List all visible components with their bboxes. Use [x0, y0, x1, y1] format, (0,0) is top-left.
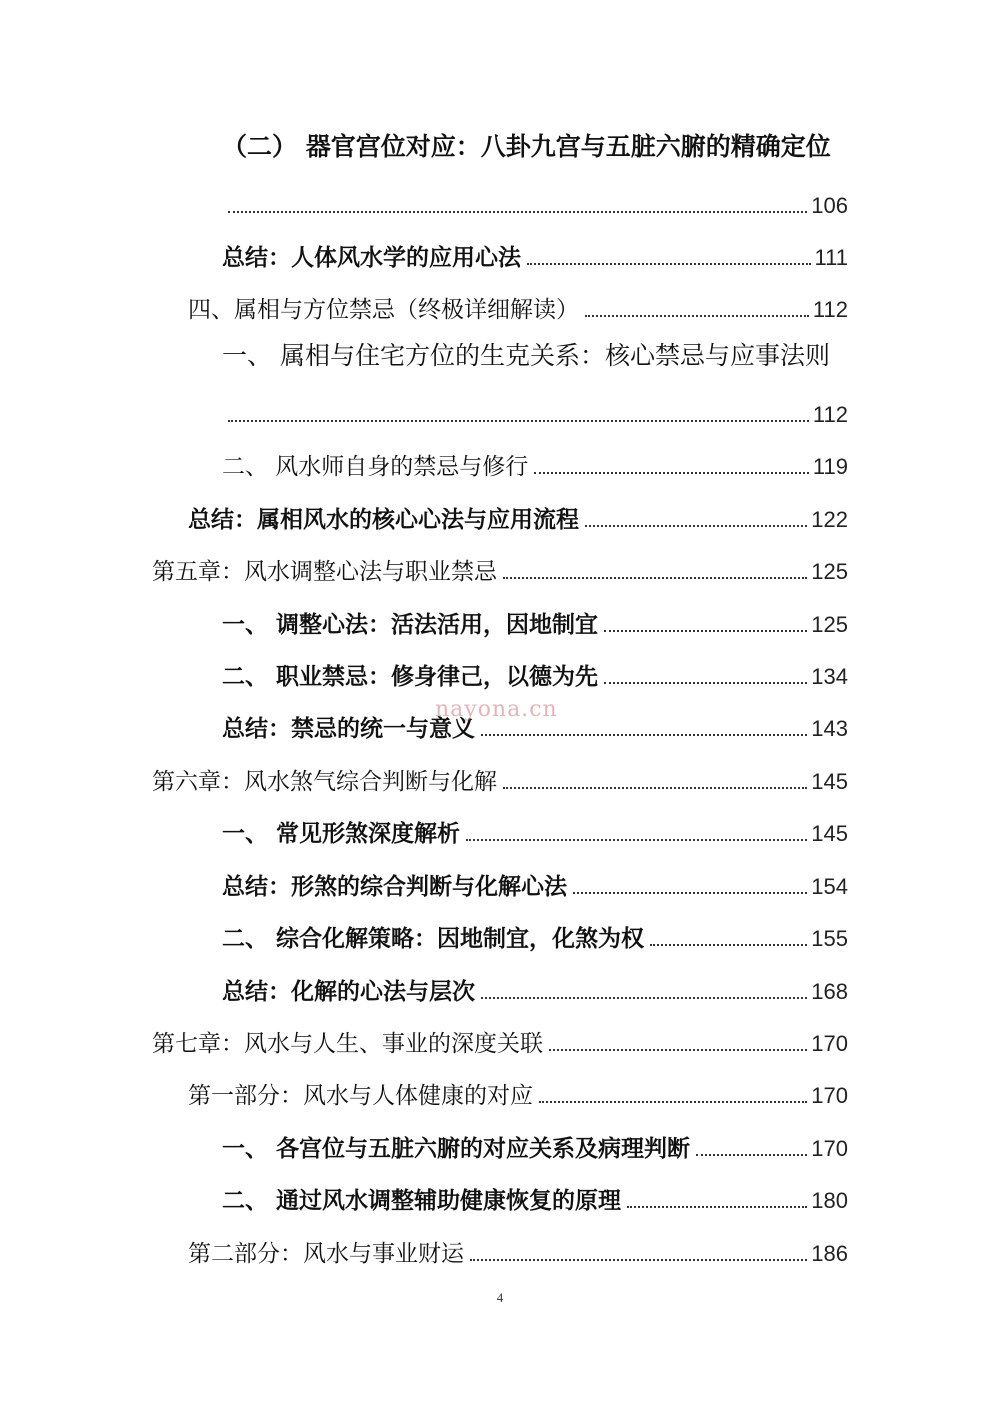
toc-page-number: 112 — [812, 402, 848, 427]
toc-entry[interactable] — [222, 1175, 848, 1215]
toc-entry[interactable] — [188, 284, 848, 324]
toc-page-number: 125 — [811, 559, 848, 584]
toc-page-number: 143 — [811, 716, 848, 741]
toc-entry[interactable] — [222, 232, 848, 272]
toc-entry-title: （二） 器官宫位对应：八卦九宫与五脏六腑的精确定位 — [222, 132, 831, 161]
toc-page-number: 111 — [814, 245, 848, 270]
toc-entry-title: 二、 风水师自身的禁忌与修行 — [222, 454, 529, 480]
watermark: nayona.cn — [435, 697, 558, 722]
toc-page-number: 180 — [811, 1188, 848, 1213]
toc-entry-title: 第七章：风水与人生、事业的深度关联 — [152, 1031, 543, 1057]
leader-dots — [604, 682, 807, 684]
toc-page-number: 119 — [812, 454, 848, 479]
toc-entry-title: 一、 常见形煞深度解析 — [222, 821, 461, 847]
toc-page-number: 155 — [811, 926, 848, 951]
toc-page-number: 145 — [811, 821, 848, 846]
toc-entry-title: 二、 职业禁忌：修身律己，以德为先 — [222, 664, 599, 690]
toc-page-number: 112 — [812, 297, 848, 322]
toc-page-number: 168 — [811, 979, 848, 1004]
leader-dots — [527, 263, 811, 265]
toc-page-number: 170 — [811, 1083, 848, 1108]
leader-dots — [228, 211, 807, 213]
toc-entry[interactable] — [152, 1018, 848, 1058]
leader-dots — [481, 734, 807, 736]
toc-entry-title: 总结：属相风水的核心心法与应用流程 — [188, 507, 579, 533]
leader-dots — [470, 1259, 807, 1261]
leader-dots — [573, 892, 807, 894]
toc-entry[interactable] — [222, 808, 848, 848]
toc-entry[interactable] — [152, 546, 848, 586]
toc-entry-title: 一、 各宫位与五脏六腑的对应关系及病理判断 — [222, 1136, 691, 1162]
toc-entry[interactable] — [222, 180, 848, 220]
toc-entry-title: 一、 调整心法：活法活用，因地制宜 — [222, 612, 599, 638]
toc-entry[interactable] — [188, 494, 848, 534]
toc-entry-title: 总结：形煞的综合判断与化解心法 — [222, 874, 567, 900]
toc-page-number: 134 — [811, 664, 848, 689]
toc-page-number: 125 — [811, 612, 848, 637]
leader-dots — [696, 1154, 807, 1156]
toc-entry-title: 总结：化解的心法与层次 — [222, 979, 475, 1005]
toc-entry[interactable] — [222, 441, 848, 481]
toc-entry-title: 二、 综合化解策略：因地制宜，化煞为权 — [222, 926, 645, 952]
toc-page-number: 170 — [811, 1031, 848, 1056]
toc-entry[interactable] — [222, 599, 848, 639]
toc-entry-title: 第六章：风水煞气综合判断与化解 — [152, 769, 497, 795]
toc-entry[interactable] — [152, 756, 848, 796]
leader-dots — [466, 839, 807, 841]
toc-entry-title: 第五章：风水调整心法与职业禁忌 — [152, 559, 497, 585]
leader-dots — [549, 1049, 807, 1051]
leader-dots — [650, 944, 807, 946]
toc-page-number: 154 — [811, 874, 848, 899]
leader-dots — [627, 1206, 807, 1208]
toc-page-number: 122 — [811, 507, 848, 532]
leader-dots — [534, 472, 809, 474]
toc-entry-title: 第二部分：风水与事业财运 — [188, 1241, 464, 1267]
toc-entry[interactable] — [222, 913, 848, 953]
toc-entry-title: 总结：人体风水学的应用心法 — [222, 245, 521, 271]
leader-dots — [585, 315, 809, 317]
toc-entry[interactable] — [222, 1123, 848, 1163]
toc-entry[interactable] — [188, 1070, 848, 1110]
toc-entry-title: 第一部分：风水与人体健康的对应 — [188, 1083, 533, 1109]
toc-entry[interactable] — [222, 651, 848, 691]
toc-entry[interactable] — [222, 861, 848, 901]
leader-dots — [539, 1101, 807, 1103]
leader-dots — [604, 630, 807, 632]
toc-entry-title: 总结：禁忌的统一与意义 — [222, 716, 475, 742]
toc-entry-title: 二、 通过风水调整辅助健康恢复的原理 — [222, 1188, 622, 1214]
toc-entry-title: 四、属相与方位禁忌（终极详细解读） — [188, 297, 579, 323]
toc-entry[interactable] — [222, 389, 848, 429]
leader-dots — [228, 420, 809, 422]
leader-dots — [481, 997, 807, 999]
toc-page-number: 186 — [811, 1241, 848, 1266]
toc-page-number: 170 — [811, 1136, 848, 1161]
toc-entry[interactable] — [188, 1228, 848, 1268]
leader-dots — [503, 787, 807, 789]
toc-entry-title: 一、 属相与住宅方位的生克关系：核心禁忌与应事法则 — [222, 341, 830, 370]
leader-dots — [503, 577, 807, 579]
toc-page-number: 106 — [811, 193, 848, 218]
toc-page-number: 145 — [811, 769, 848, 794]
leader-dots — [585, 525, 807, 527]
page-number-footer: 4 — [496, 1290, 504, 1305]
toc-entry[interactable] — [222, 966, 848, 1006]
